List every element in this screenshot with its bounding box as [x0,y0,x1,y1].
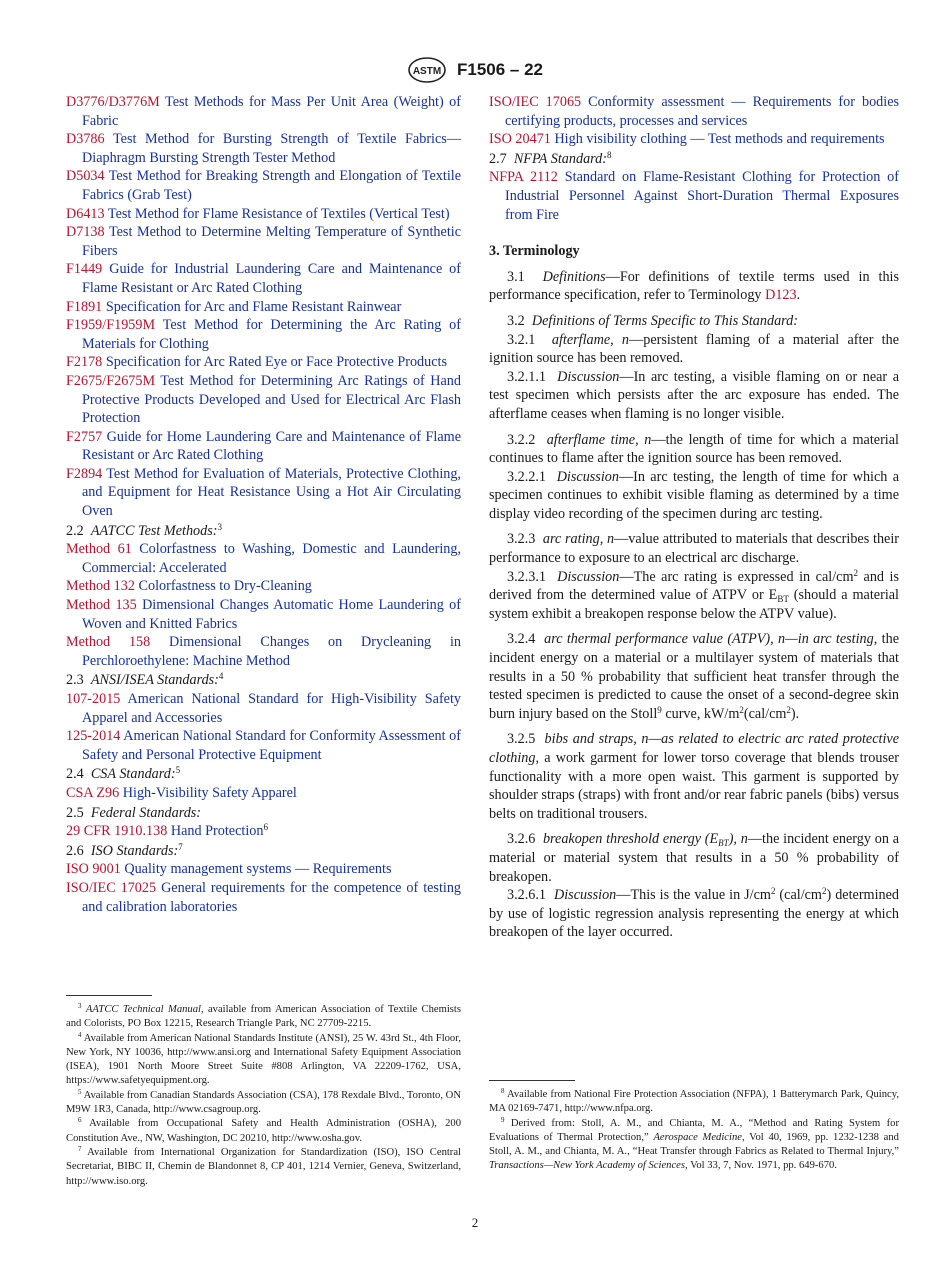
reference-item [66,223,461,260]
aatcc-reference-list [66,540,461,670]
reference-code-link[interactable]: F1891 [66,298,103,315]
reference-code-link[interactable]: Method 135 [66,597,137,614]
terminology-heading: 3. Terminology [489,243,580,260]
reference-title-link[interactable]: Dimensional Changes Automatic Home Laundering of Woven and Knitted Fabrics [82,597,462,632]
section-2-7: 2.7 NFPA Standard:$^8$ [489,149,612,167]
section-2-5: 2.5 Federal Standards: [66,804,202,821]
reference-title-link[interactable]: Colorfastness to Dry-Cleaning [138,578,312,595]
reference-item [66,130,461,167]
reference-code-link[interactable]: F1449 [66,261,103,278]
reference-item [489,130,899,149]
reference-item [66,727,461,764]
reference-code-link[interactable]: CSA Z96 [66,784,120,801]
reference-title-link[interactable]: Quality management systems — Requirements [124,861,392,878]
reference-title-link[interactable]: Guide for Industrial Laundering Care and Maintenance of Flame Resistant or Arc Rated Clothing [82,261,462,296]
reference-code-link[interactable]: F1959/F1959M [66,317,156,334]
reference-code-link[interactable]: Method 158 [66,634,151,651]
reference-title-link[interactable]: Test Method to Determine Melting Temperature of Synthetic Fibers [82,224,461,259]
reference-item [66,372,461,428]
reference-item [66,879,461,916]
reference-item [66,298,461,317]
footnote-5: $^5$ Available from Canadian Standards Association (CSA), 178 Rexdale Blvd., Toronto, ON M9W 1R3, Canada, http://www.csagroup.org. [66,1087,461,1116]
reference-title-link[interactable]: Test Method for Flame Resistance of Textiles (Vertical Test) [107,205,450,222]
reference-title-link[interactable]: Test Method for Breaking Strength and Elongation of Textile Fabrics (Grab Test) [82,168,462,203]
reference-code-link[interactable]: ISO 20471 [489,131,551,148]
reference-title-link[interactable]: American National Standard for High-Visibility Safety Apparel and Accessories [82,691,461,726]
page-header [0,56,950,84]
reference-code-link[interactable]: ISO/IEC 17065 [489,94,582,110]
reference-title-link[interactable]: Hand Protection [170,823,264,840]
footnote-marker: 6 [263,822,268,833]
para-3-2-5: 3.2.5 bibs and straps, n—as related to electric arc rated protective clothing, a work garment for lower torso coverage that blends trouser functionality with a more open waist. This garment is supported by shoulder straps (straps) with front and/or rear fabric panels (bibs) versus belts on traditional trousers. [489,731,899,822]
reference-item [66,260,461,297]
footnote-7: $^7$ Available from International Organization for Standardization (ISO), ISO Central Secretariat, BIBC II, Chemin de Blandonnet 8, CP 401, 1214 Vernier, Geneva, Switzerland, http://www.iso.org. [66,1144,461,1187]
reference-title-link[interactable]: Specification for Arc Rated Eye or Face Protective Products [105,354,447,371]
reference-item [66,205,461,224]
reference-code-link[interactable]: Method 132 [66,578,135,595]
section-2-3: 2.3 ANSI/ISEA Standards:$^4$ [66,671,224,689]
reference-code-link[interactable]: F2757 [66,428,103,445]
reference-title-link[interactable]: American National Standard for Conformity Assessment of Safety and Personal Protective Equipment [82,728,461,763]
reference-code-link[interactable]: D6413 [66,205,105,222]
reference-title-link[interactable]: Standard on Flame-Resistant Clothing for Protection of Industrial Personnel Against Short-Duration Thermal Exposures from Fire [505,169,900,223]
page-number: 2 [471,1215,479,1230]
reference-title-link[interactable]: Conformity assessment — Requirements for bodies certifying products, processes and services [505,94,900,129]
footnote-rule-right [489,1080,575,1081]
federal-reference-list [66,822,461,841]
nfpa-reference-list [489,168,899,224]
reference-item [66,596,461,633]
para-3-2-6: 3.2.6 breakopen threshold energy $(E_{BT})$, n—the incident energy on a material or material system that results in a 50 % probability of breakopen. [489,831,900,885]
reference-item [66,428,461,465]
reference-title-link[interactable]: Colorfastness to Washing, Domestic and Laundering, Commercial: Accelerated [82,541,462,576]
reference-item [66,784,461,803]
reference-item [489,93,899,130]
reference-title-link[interactable]: Test Method for Evaluation of Materials, Protective Clothing, and Equipment for Heat Resistance Using a Hot Air Circulating Oven [82,465,461,520]
reference-title-link[interactable]: Dimensional Changes on Drycleaning in Perchloroethylene: Machine Method [82,634,461,669]
reference-title-link[interactable]: High visibility clothing — Test methods and requirements [554,131,885,148]
reference-code-link[interactable]: Method 61 [66,541,132,558]
para-3-2-1-1: 3.2.1.1 Discussion—In arc testing, a visible flaming on or near a test specimen which persists after the arc exposure has ended. The afterflame ceases when flaming is no longer visible. [489,368,899,422]
reference-code-link[interactable]: F2894 [66,465,103,482]
footnote-4: $^4$ Available from American National Standards Institute (ANSI), 25 W. 43rd St., 4th Floor, New York, NY 10036, http://www.ansi.org and International Safety Equipment Association (ISEA), 1901 North Moore Street Suite #808 Arlington, VA 22209-1762, USA, https://www.safetyequipment.org. [66,1030,461,1087]
reference-title-link[interactable]: Test Method for Determining Arc Ratings of Hand Protective Products Developed and Used for Electrical Arc Flash Protection [82,372,461,427]
reference-item [66,316,461,353]
para-3-2-1: 3.2.1 afterflame, n—persistent flaming of a material after the ignition source has been removed. [489,331,899,367]
svg-text:ASTM: ASTM [412,66,442,77]
document-code: F1506 – 22 [456,60,543,79]
right-column [489,93,899,942]
reference-title-link[interactable]: Test Method for Determining the Arc Rating of Materials for Clothing [82,317,461,352]
reference-item [66,93,461,130]
astm-reference-list [66,93,461,521]
reference-code-link[interactable]: D3786 [66,131,105,148]
para-3-2-3-1: 3.2.3.1 Discussion—The arc rating is expressed in cal/$cm^2$ and is derived from the determined value of ATPV or $E_{BT}$ (should a material system exhibit a breakopen response below the ATPV value). [489,567,900,622]
para-3-2-2: 3.2.2 afterflame time, n—the length of time for which a material continues to flame after the ignition source has been removed. [489,431,899,467]
reference-item [66,633,461,670]
reference-item [66,577,461,596]
para-3-2: 3.2 Definitions of Terms Specific to This Standard: [507,312,798,329]
para-3-2-2-1: 3.2.2.1 Discussion—In arc testing, the length of time for which a specimen continues to exhibit visible flaming as determined by a time display video recording of the specimen during arc testing. [489,468,900,522]
para-3-2-3: 3.2.3 arc rating, n—value attributed to materials that describes their performance to exposure to an electrical arc discharge. [489,531,899,567]
section-2-2: 2.2 AATCC Test Methods:$^3$ [66,521,222,539]
reference-code-link[interactable]: F2178 [66,354,103,371]
section-2-4: 2.4 CSA Standard:$^5$ [66,765,181,783]
reference-title-link[interactable]: Guide for Home Laundering Care and Maintenance of Flame Resistant or Arc Rated Clothing [82,428,461,464]
reference-item [66,690,461,727]
reference-item [489,168,899,224]
footnotes-right [489,1088,899,1174]
reference-item [66,860,461,879]
left-column [66,93,461,916]
d123-link[interactable]: D123 [765,287,797,304]
section-2-6: 2.6 ISO Standards:$^7$ [66,841,183,859]
footnote-8: $^8$ Available from National Fire Protection Association (NFPA), 1 Batterymarch Park, Quincy, MA 02169-7471, http://www.nfpa.org. [489,1087,899,1115]
reference-title-link[interactable]: Test Method for Bursting Strength of Textile Fabrics—Diaphragm Bursting Strength Tester Method [82,131,461,166]
reference-item [66,822,461,841]
csa-reference-list [66,784,461,803]
reference-code-link[interactable]: 29 CFR 1910.138 [66,823,168,840]
footnote-6: $^6$ Available from Occupational Safety and Health Administration (OSHA), 200 Constitution Ave., NW, Washington, DC 20210, http://www.osha.gov. [66,1116,461,1144]
reference-code-link[interactable]: D3776/D3776M [66,94,160,110]
footnotes-left [66,1003,461,1189]
footnote-9: $^9$ Derived from: Stoll, A. M., and Chianta, M. A., “Method and Rating System for Evaluations of Thermal Protection,” Aerospace Medicine, Vol 40, 1969, pp. 1232-1238 and Stoll, A. M., and Chianta, M. A., “Heat Transfer through Fabrics as Related to Thermal Injury,” Transactions—New York Academy of Sciences, Vol 33, 7, Nov. 1971, pp. 649-670. [489,1115,899,1172]
footnote-rule-left [66,995,152,996]
reference-code-link[interactable]: D7138 [66,224,105,241]
para-3-2-6-1: 3.2.6.1 Discussion—This is the value in $J/cm^2$ $(cal/cm^2)$ determined by use of logistic regression analysis representing the energy at which breakopen of the layer occurred. [489,886,900,941]
reference-title-link[interactable]: High-Visibility Safety Apparel [122,784,297,801]
para-3-1: 3.1 Definitions—For definitions of textile terms used in this performance specification, refer to Terminology D123. [489,268,899,304]
reference-code-link[interactable]: 125-2014 [66,728,121,745]
reference-item [66,540,461,577]
reference-code-link[interactable]: 107-2015 [66,691,121,707]
reference-code-link[interactable]: D5034 [66,168,105,185]
footnote-3: $^3$ AATCC Technical Manual, available from American Association of Textile Chemists and Colorists, PO Box 12215, Research Triangle Park, NC 27709-2215. [66,1002,461,1030]
reference-code-link[interactable]: NFPA 2112 [489,169,558,186]
reference-title-link[interactable]: Specification for Arc and Flame Resistant Rainwear [105,298,402,315]
iso-reference-list [66,860,461,916]
reference-item [66,353,461,372]
ansi-reference-list [66,690,461,764]
reference-item [66,167,461,204]
reference-title-link[interactable]: Test Methods for Mass Per Unit Area (Weight) of Fabric [82,94,461,129]
reference-item [66,465,461,521]
reference-code-link[interactable]: ISO 9001 [66,861,121,878]
reference-title-link[interactable]: General requirements for the competence of testing and calibration laboratories [82,879,462,915]
iso-reference-list-continued [489,93,899,149]
reference-code-link[interactable]: ISO/IEC 17025 [66,879,157,896]
astm-logo-icon [407,56,447,84]
para-3-2-4: 3.2.4 arc thermal performance value (ATPV), n—in arc testing, the incident energy on a material or a multilayer system of materials that results in a 50 % probability that sufficient heat transfer through the tested specimen is predicted to cause the onset of a second-degree skin burn injury based on the Stoll$^9$ curve, $kW/m^2(cal/cm^2)$. [489,631,899,722]
reference-code-link[interactable]: F2675/F2675M [66,372,156,389]
